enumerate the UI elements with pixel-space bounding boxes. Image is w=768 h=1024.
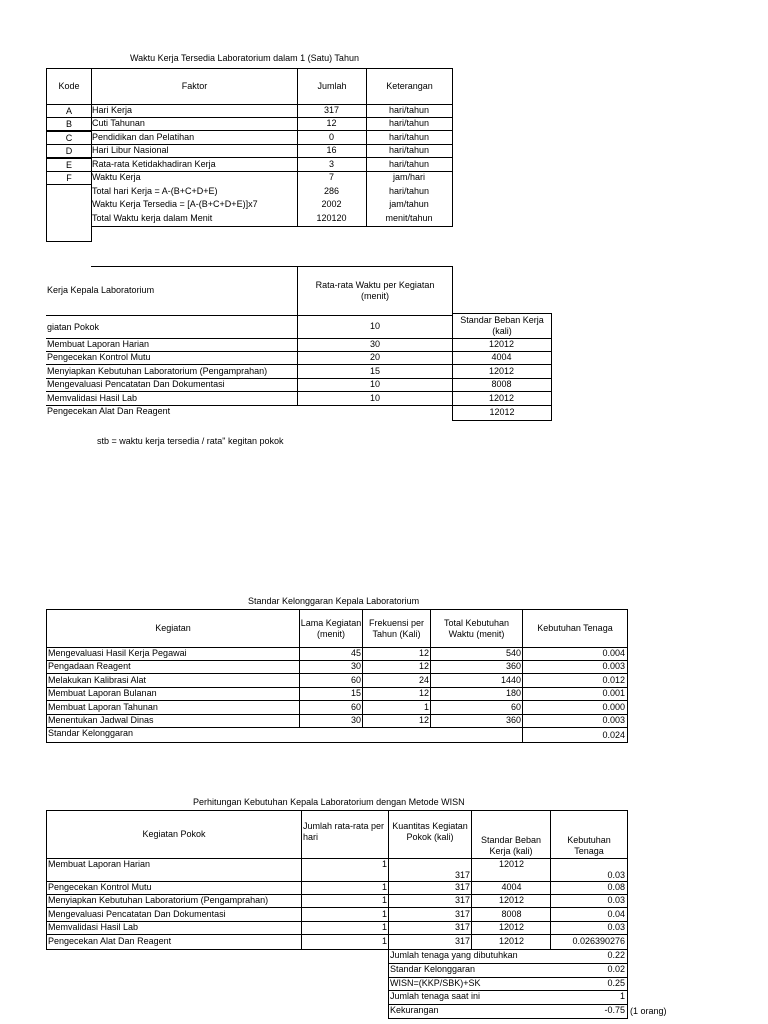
- t2-header-left-topline: [91, 266, 298, 267]
- t2-row-mid: 10: [297, 392, 453, 406]
- t2-row-label: Mengevaluasi Pencatatan Dan Dokumentasi: [46, 378, 298, 392]
- t4-header-sbk: [471, 810, 551, 859]
- t2-subheader-mid: 10: [297, 315, 453, 339]
- t3-row-lama: 15: [299, 687, 363, 701]
- t1-faktor: Rata-rata Ketidakhadiran Kerja: [91, 158, 298, 172]
- t4-row-jumlah: 1: [301, 881, 389, 895]
- t3-row-total: 540: [430, 647, 523, 661]
- t1-jumlah: 2002: [297, 198, 367, 212]
- t4-row-kuantitas: 317: [388, 894, 472, 908]
- t1-header-kode: Kode: [46, 68, 92, 105]
- t2-row-mid: 15: [297, 365, 453, 379]
- t3-row-lama: 30: [299, 714, 363, 728]
- t2-note: stb = waktu kerja tersedia / rata" kegitan pokok: [97, 436, 284, 446]
- t1-kode: A: [46, 104, 92, 118]
- t4-row-kuantitas: 317: [388, 935, 472, 950]
- t4-summary-value: -0.75: [550, 1004, 628, 1019]
- t3-total-label: Standar Kelonggaran: [46, 727, 523, 743]
- t1-kode-empty: [46, 184, 92, 242]
- t4-note: (1 orang): [630, 1006, 667, 1016]
- t3-row-frekuensi: 24: [362, 674, 431, 688]
- t4-row-kebutuhan: 0.03: [550, 858, 628, 882]
- t4-row-kegiatan: Pengecekan Alat Dan Reagent: [46, 935, 302, 950]
- t4-row-jumlah: 1: [301, 935, 389, 950]
- t1-faktor: Waktu Kerja Tersedia = [A-(B+C+D+E)]x7: [91, 198, 298, 212]
- t2-row-label: Memvalidasi Hasil Lab: [46, 392, 298, 406]
- t1-faktor: Hari Libur Nasional: [91, 144, 298, 158]
- t3-row-kegiatan: Membuat Laporan Tahunan: [46, 701, 300, 715]
- table4-title: Perhitungan Kebutuhan Kepala Laboratorium dengan Metode WISN: [193, 797, 465, 807]
- t4-row-kegiatan: Pengecekan Kontrol Mutu: [46, 881, 302, 895]
- t4-row-jumlah: 1: [301, 908, 389, 922]
- t4-row-kegiatan: Memvalidasi Hasil Lab: [46, 921, 302, 935]
- t1-header-jumlah: Jumlah: [297, 68, 367, 105]
- t1-faktor: Hari Kerja: [91, 104, 298, 118]
- t2-row-mid: 30: [297, 338, 453, 352]
- t3-total-value: 0.024: [522, 727, 628, 743]
- t3-row-total: 180: [430, 687, 523, 701]
- t1-jumlah: 0: [297, 131, 367, 145]
- t3-row-frekuensi: 1: [362, 701, 431, 715]
- t1-faktor: Pendidikan dan Pelatihan: [91, 131, 298, 145]
- t4-row-kegiatan: Membuat Laporan Harian: [46, 858, 302, 882]
- t3-row-total: 1440: [430, 674, 523, 688]
- t1-jumlah: 3: [297, 158, 367, 172]
- t1-kode: E: [46, 158, 92, 172]
- t3-row-kebutuhan: 0.003: [522, 714, 628, 728]
- t3-row-total: 360: [430, 714, 523, 728]
- t1-header-faktor: Faktor: [91, 68, 298, 105]
- t4-row-kebutuhan: 0.026390276: [550, 935, 628, 950]
- t1-header-keterangan: Keterangan: [366, 68, 453, 105]
- t3-row-lama: 60: [299, 674, 363, 688]
- t1-keterangan: hari/tahun: [366, 131, 453, 145]
- t3-row-kebutuhan: 0.003: [522, 660, 628, 674]
- t3-row-kegiatan: Melakukan Kalibrasi Alat: [46, 674, 300, 688]
- table3-title: Standar Kelonggaran Kepala Laboratorium: [248, 596, 420, 606]
- t4-row-sbk: 8008: [471, 908, 551, 922]
- t2-subheader-left: giatan Pokok: [46, 315, 298, 339]
- t2-row-label: Menyiapkan Kebutuhan Laboratorium (Pengamprahan): [46, 365, 298, 379]
- t1-kode: C: [46, 131, 92, 145]
- t4-header-kuantitas: [388, 810, 472, 859]
- t3-header-kebutuhan: Kebutuhan Tenaga: [522, 609, 628, 648]
- t1-faktor: Total Waktu kerja dalam Menit: [91, 212, 298, 227]
- t4-row-kuantitas: 317: [388, 881, 472, 895]
- t4-row-kegiatan: Menyiapkan Kebutuhan Laboratorium (Pengamprahan): [46, 894, 302, 908]
- t3-row-lama: 45: [299, 647, 363, 661]
- t3-row-frekuensi: 12: [362, 687, 431, 701]
- t4-row-kuantitas: 317: [388, 908, 472, 922]
- t3-row-kebutuhan: 0.012: [522, 674, 628, 688]
- t3-row-kegiatan: Membuat Laporan Bulanan: [46, 687, 300, 701]
- t1-keterangan: hari/tahun: [366, 104, 453, 118]
- t1-jumlah: 317: [297, 104, 367, 118]
- t4-header-kebutuhan: [550, 810, 628, 859]
- t1-jumlah: 16: [297, 144, 367, 158]
- t4-summary-value: 0.25: [550, 977, 628, 991]
- t4-summary-value: 0.22: [550, 949, 628, 964]
- t4-row-kebutuhan: 0.03: [550, 894, 628, 908]
- table1-title: Waktu Kerja Tersedia Laboratorium dalam 1 (Satu) Tahun: [130, 53, 359, 63]
- t4-row-sbk: 12012: [471, 935, 551, 950]
- t2-row-mid: 20: [297, 351, 453, 365]
- t4-header-kebutuhan-text: Kebutuhan Tenaga: [567, 835, 611, 856]
- t4-summary-value: 0.02: [550, 963, 628, 978]
- t1-jumlah: 120120: [297, 212, 367, 227]
- t2-row-right: 8008: [452, 378, 552, 392]
- t4-row-kuantitas: 317: [388, 858, 472, 882]
- t1-keterangan: hari/tahun: [366, 117, 453, 131]
- t4-row-sbk: 4004: [471, 881, 551, 895]
- t1-keterangan: hari/tahun: [366, 185, 453, 199]
- t4-row-jumlah: 1: [301, 894, 389, 908]
- t2-subheader-right: Standar Beban Kerja (kali): [452, 313, 552, 339]
- t2-row-label: Pengecekan Alat Dan Reagent: [47, 406, 171, 416]
- t4-summary-label: WISN=(KKP/SBK)+SK: [388, 977, 551, 991]
- t3-row-kebutuhan: 0.004: [522, 647, 628, 661]
- t4-header-kuantitas-text: Kuantitas Kegiatan Pokok (kali): [392, 821, 468, 842]
- t1-jumlah: 7: [297, 171, 367, 185]
- t2-row-right: 12012: [452, 338, 552, 352]
- t1-keterangan: hari/tahun: [366, 144, 453, 158]
- t1-jumlah: 12: [297, 117, 367, 131]
- t2-row-right: 12012: [452, 405, 552, 421]
- t3-row-frekuensi: 12: [362, 660, 431, 674]
- t1-kode: D: [46, 144, 92, 158]
- t4-summary-value: 1: [550, 990, 628, 1005]
- t1-keterangan: jam/tahun: [366, 198, 453, 212]
- t3-row-frekuensi: 12: [362, 647, 431, 661]
- t4-summary-label: Jumlah tenaga yang dibutuhkan: [388, 949, 551, 964]
- t4-header-jumlah-text: Jumlah rata-rata per hari: [303, 821, 385, 842]
- t3-row-total: 60: [430, 701, 523, 715]
- t4-row-kegiatan: Mengevaluasi Pencatatan Dan Dokumentasi: [46, 908, 302, 922]
- t4-row-kebutuhan: 0.03: [550, 921, 628, 935]
- t1-faktor: Waktu Kerja: [91, 171, 298, 185]
- t4-header-kegiatan: Kegiatan Pokok: [46, 810, 302, 859]
- t3-row-lama: 30: [299, 660, 363, 674]
- t2-row-mid: 10: [297, 378, 453, 392]
- t1-faktor: Cuti Tahunan: [91, 117, 298, 131]
- t1-kode: F: [46, 171, 92, 185]
- t3-row-frekuensi: 12: [362, 714, 431, 728]
- t4-row-sbk: 12012: [471, 858, 551, 882]
- t2-row-right: 12012: [452, 392, 552, 406]
- t1-keterangan: hari/tahun: [366, 158, 453, 172]
- t3-header-lama: Lama Kegiatan (menit): [299, 609, 363, 648]
- t4-summary-label: Standar Kelonggaran: [388, 963, 551, 978]
- t4-row-kebutuhan: 0.04: [550, 908, 628, 922]
- t3-row-kegiatan: Mengevaluasi Hasil Kerja Pegawai: [46, 647, 300, 661]
- t4-row-jumlah: 1: [301, 858, 389, 882]
- t4-header-jumlah: [301, 810, 389, 859]
- t2-header-left: Kerja Kepala Laboratorium: [47, 285, 155, 295]
- t4-row-kuantitas: 317: [388, 921, 472, 935]
- t3-row-kebutuhan: 0.001: [522, 687, 628, 701]
- t3-row-kegiatan: Menentukan Jadwal Dinas: [46, 714, 300, 728]
- t3-header-total: Total Kebutuhan Waktu (menit): [430, 609, 523, 648]
- t1-faktor: Total hari Kerja = A-(B+C+D+E): [91, 185, 298, 199]
- t4-row-jumlah: 1: [301, 921, 389, 935]
- t4-header-sbk-text: Standar Beban Kerja (kali): [480, 835, 542, 856]
- t2-row-right: 12012: [452, 365, 552, 379]
- t3-header-kegiatan: Kegiatan: [46, 609, 300, 648]
- t2-row-label: Pengecekan Kontrol Mutu: [46, 351, 298, 365]
- t1-keterangan: menit/tahun: [366, 212, 453, 227]
- t4-row-kebutuhan: 0.08: [550, 881, 628, 895]
- t3-row-kebutuhan: 0.000: [522, 701, 628, 715]
- t3-header-frekuensi: Frekuensi per Tahun (Kali): [362, 609, 431, 648]
- t2-row-right: 4004: [452, 351, 552, 365]
- t1-kode: B: [46, 117, 92, 131]
- t4-summary-label: Jumlah tenaga saat ini: [388, 990, 551, 1005]
- t2-header-mid: Rata-rata Waktu per Kegiatan (menit): [297, 266, 453, 316]
- t3-row-total: 360: [430, 660, 523, 674]
- t2-row-label: Membuat Laporan Harian: [46, 338, 298, 352]
- t4-summary-label: Kekurangan: [388, 1004, 551, 1019]
- t3-row-lama: 60: [299, 701, 363, 715]
- t1-keterangan: jam/hari: [366, 171, 453, 185]
- t3-row-kegiatan: Pengadaan Reagent: [46, 660, 300, 674]
- t4-row-sbk: 12012: [471, 921, 551, 935]
- t4-row-sbk: 12012: [471, 894, 551, 908]
- t1-jumlah: 286: [297, 185, 367, 199]
